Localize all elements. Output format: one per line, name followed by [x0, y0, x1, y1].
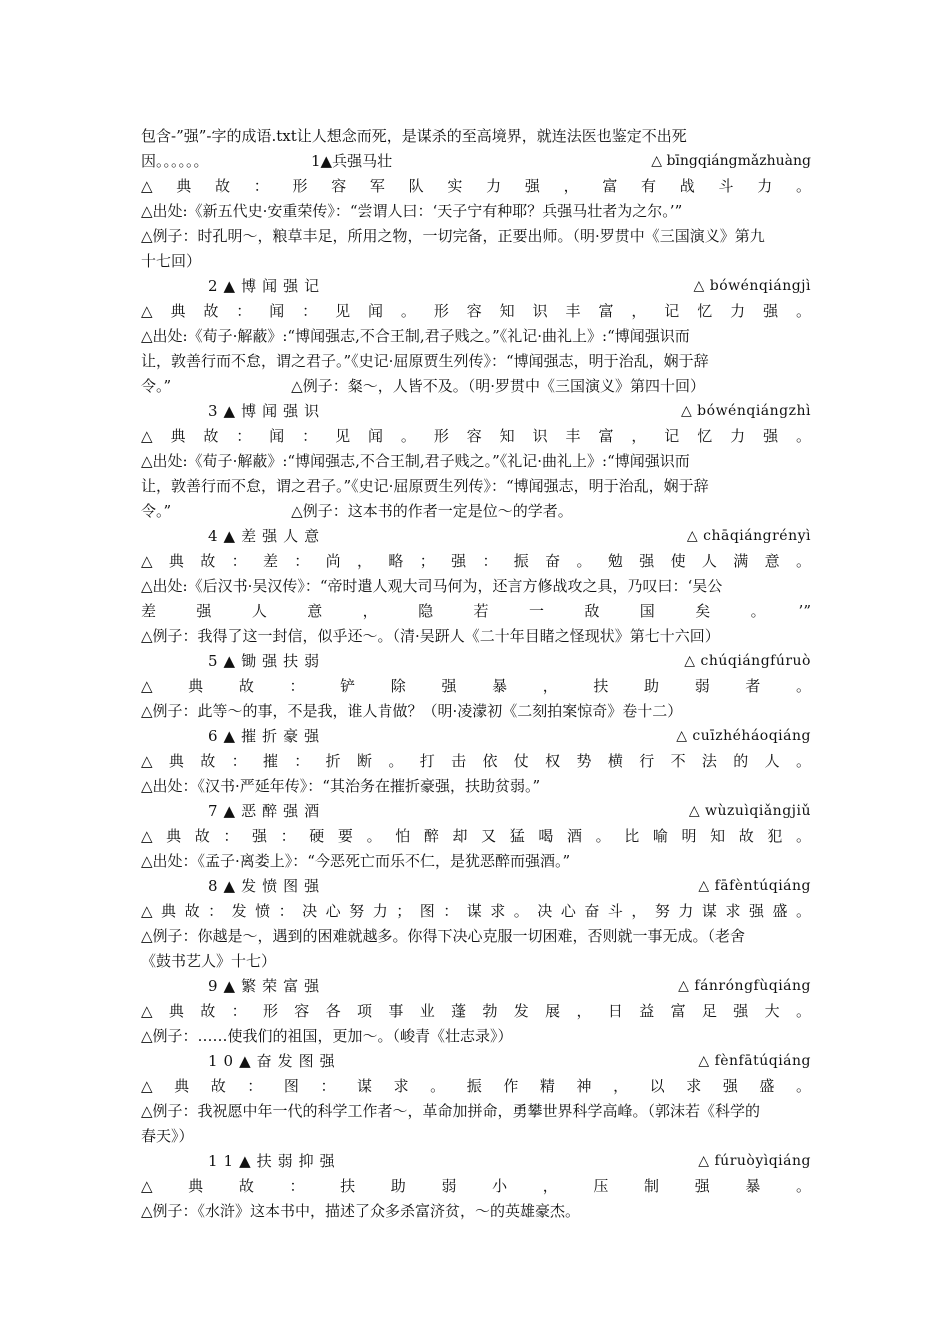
idiom-entry [141, 724, 811, 799]
entry-line: △出处：《汉书·严延年传》：“其治务在摧折豪强，扶助贫弱。” [141, 777, 541, 795]
entry-title: 2▲博闻强记 [208, 277, 326, 295]
entry-line: △出处：《孟子·离娄上》：“今恶死亡而乐不仁，是犹恶醉而强酒。” [141, 852, 571, 870]
entry-line: △典故：图：谋求。振作精神，以求强盛。 [141, 1077, 811, 1095]
entry-line: △典故：闻：见闻。形容知识丰富，记忆力强。 [141, 302, 811, 320]
entry-line: △例子：《水浒》这本书中，描述了众多杀富济贫，～的英雄豪杰。 [141, 1202, 581, 1220]
entry-header [141, 1049, 811, 1074]
entry-pinyin: △ fánróngfùqiáng [678, 978, 811, 994]
entry-header [141, 874, 811, 899]
entry-header [141, 274, 811, 299]
entry-line: △出处:《荀子·解蔽》:“博闻强志,不合王制,君子贱之。”《礼记·曲礼上》:“博闻强识而 [141, 327, 690, 345]
entry-title: 7▲恶醉强酒 [208, 802, 326, 820]
intro-line-1: 包含-”强”-字的成语.txt让人想念而死，是谋杀的至高境界，就连法医也鉴定不出死 [141, 127, 687, 145]
entry-line: △例子：我得了这一封信，似乎还～。（清·吴趼人《二十年目睹之怪现状》第七十六回） [141, 627, 720, 645]
entry-title: 1▲兵强马壮 [311, 152, 393, 170]
idiom-entry [141, 1149, 811, 1224]
entry-pinyin: △ bówénqiángzhì [680, 403, 811, 419]
entry-title: 3▲博闻强识 [208, 402, 326, 420]
document-body [141, 124, 811, 1224]
entry-pinyin: △ bówénqiángjì [693, 278, 811, 294]
entry-header [141, 974, 811, 999]
idiom-entry [141, 524, 811, 649]
entry-header [141, 399, 811, 424]
entry-pinyin: △ cuīzhéháoqiáng [676, 728, 811, 744]
entry-line: 春天》） [141, 1127, 194, 1145]
idiom-entry [141, 399, 811, 524]
idiom-entry [141, 799, 811, 874]
entry-line: △例子：……使我们的祖国，更加～。（峻青《壮志录》） [141, 1027, 513, 1045]
entry-pinyin: △ chúqiángfúruò [684, 653, 811, 669]
idiom-entry [141, 1049, 811, 1149]
entry-title: 11▲扶弱抑强 [208, 1152, 341, 1170]
entry-line: 令。” △例子：这本书的作者一定是位～的学者。 [141, 502, 573, 520]
entry-line: △例子：此等～的事，不是我，谁人肯做？（明·凌濛初《二刻拍案惊奇》卷十二） [141, 702, 683, 720]
entry-line: 让，敦善行而不怠，谓之君子。”《史记·屈原贾生列传》：“博闻强志，明于治乱，娴于辞 [141, 477, 709, 495]
entry-title: 8▲发愤图强 [208, 877, 326, 895]
entry-line: 十七回） [141, 252, 202, 270]
entry-line: 令。” △例子：粲～，人皆不及。（明·罗贯中《三国演义》第四十回） [141, 377, 705, 395]
entry-line: △典故：闻：见闻。形容知识丰富，记忆力强。 [141, 427, 811, 445]
entry-title: 5▲锄强扶弱 [208, 652, 326, 670]
idiom-entry [141, 974, 811, 1049]
entry-line: △出处:《荀子·解蔽》:“博闻强志,不合王制,君子贱之。”《礼记·曲礼上》:“博闻强识而 [141, 452, 690, 470]
idiom-list [141, 174, 811, 1224]
entry-line: △出处:《后汉书·吴汉传》：“帝时遣人观大司马何为，还言方修战攻之具，乃叹曰：‘吴公 [141, 577, 723, 595]
entry-line: △典故：强：硬要。怕醉却又猛喝酒。比喻明知故犯。 [141, 827, 811, 845]
entry-header [141, 1149, 811, 1174]
idiom-entry [141, 174, 811, 274]
entry-line: 差强人意，隐若一敌国矣。’” [141, 602, 811, 620]
entry-line: 让，敦善行而不怠，谓之君子。”《史记·屈原贾生列传》：“博闻强志，明于治乱，娴于辞 [141, 352, 709, 370]
entry-line: 《鼓书艺人》十七） [141, 952, 277, 970]
entry-header [311, 149, 811, 174]
entry-pinyin: △ fènfātúqiáng [698, 1053, 811, 1069]
entry-line: △典故：扶助弱小，压制强暴。 [141, 1177, 811, 1195]
intro-line-2-text: 因。。。。。。 [141, 152, 209, 170]
intro-line-2 [141, 149, 811, 174]
entry-line: △例子：你越是～，遇到的困难就越多。你得下决心克服一切困难，否则就一事无成。（老舍 [141, 927, 746, 945]
idiom-entry [141, 874, 811, 974]
entry-title: 6▲摧折豪强 [208, 727, 326, 745]
entry-line: △例子：时孔明～，粮草丰足，所用之物，一切完备，正要出师。（明·罗贯中《三国演义》第九 [141, 227, 765, 245]
entry-line: △典故：形容各项事业蓬勃发展，日益富足强大。 [141, 1002, 811, 1020]
entry-title: 9▲繁荣富强 [208, 977, 326, 995]
entry-header [141, 524, 811, 549]
entry-title: 10▲奋发图强 [208, 1052, 341, 1070]
entry-header [141, 649, 811, 674]
entry-header [141, 724, 811, 749]
entry-line: △典故：铲除强暴，扶助弱者。 [141, 677, 811, 695]
entry-line: △典故：形容军队实力强，富有战斗力。 [141, 177, 811, 195]
entry-pinyin: △ chāqiángrényì [686, 528, 811, 544]
entry-pinyin: △ fāfèntúqiáng [698, 878, 811, 894]
entry-line: △例子：我祝愿中年一代的科学工作者～，革命加拼命，勇攀世界科学高峰。（郭沫若《科学的 [141, 1102, 761, 1120]
entry-pinyin: △ wùzuìqiǎngjiǔ [688, 803, 811, 819]
entry-line: △典故：发愤：决心努力；图：谋求。决心奋斗，努力谋求强盛。 [141, 902, 811, 920]
entry-pinyin: △ bīngqiángmǎzhuàng [651, 153, 811, 169]
entry-line: △典故：摧：折断。打击依仗权势横行不法的人。 [141, 752, 811, 770]
entry-line: △出处:《新五代史·安重荣传》：“尝谓人曰：‘天子宁有种耶？兵强马壮者为之尔。’” [141, 202, 683, 220]
entry-header [141, 799, 811, 824]
entry-title: 4▲差强人意 [208, 527, 326, 545]
idiom-entry [141, 274, 811, 399]
entry-pinyin: △ fúruòyìqiáng [698, 1153, 811, 1169]
idiom-entry [141, 649, 811, 724]
entry-line: △典故：差：尚，略；强：振奋。勉强使人满意。 [141, 552, 811, 570]
